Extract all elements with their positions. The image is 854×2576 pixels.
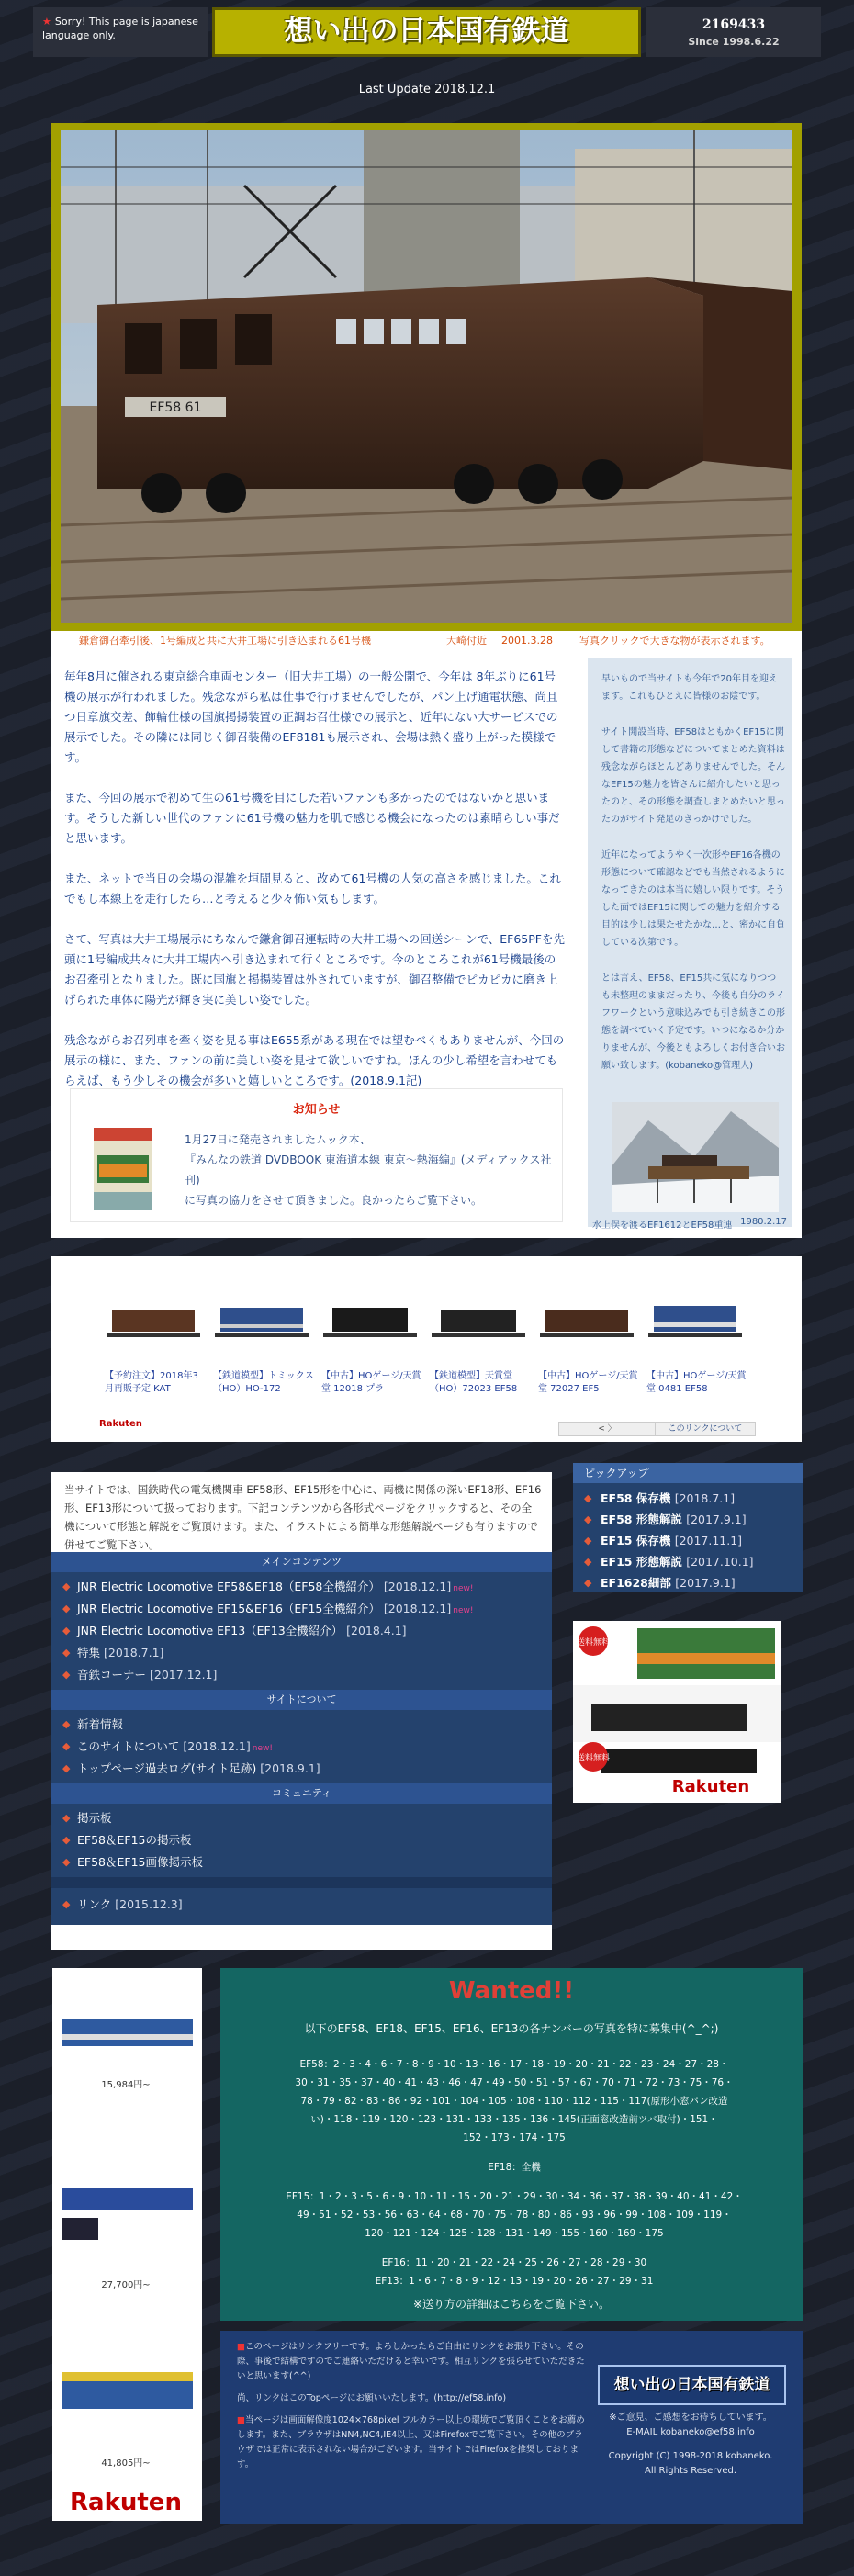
rakuten-logo: Rakuten bbox=[70, 2489, 182, 2516]
diamond-icon: ◆ bbox=[62, 1647, 71, 1659]
article-paragraph: さて、写真は大井工場展示にちなんで鎌倉御召運転時の大井工場への回送シーンで、EF65PFを先頭に1号編成共々に大井工場内へ引き込まれて行くところです。今のところこれが61号機最後のお召牽引となりました。既に国旗と掲揚装置は外されていますが、御召整備でピカピカに磨き上げられた車体に陽光が輝き実に美しい姿でした。 bbox=[64, 932, 565, 1007]
bullet-icon: ■ bbox=[237, 2342, 245, 2352]
diamond-icon: ◆ bbox=[62, 1580, 71, 1592]
menu-section-community: コミュニティ bbox=[51, 1783, 552, 1804]
footer-logo[interactable] bbox=[598, 2365, 786, 2405]
diamond-icon: ◆ bbox=[62, 1625, 71, 1637]
admin-note-paragraph: とは言え、EF58、EF15共に気になりつつも未整理のままだったり、今後も自分のライフワークという意味込みでも引き続きこの形態を調べていく予定です。いつになるか分かりませんが、今後ともよろしくお付き合いお願い致します。(kobaneko@管理人) bbox=[601, 973, 785, 1071]
notice-line: に写真の協力をさせて頂きました。良かったらご覧下さい。 bbox=[185, 1194, 483, 1207]
winter-caption-date: 1980.2.17 bbox=[740, 1217, 787, 1227]
pickup-title: ピックアップ bbox=[573, 1463, 803, 1483]
caption-date: 2001.3.28 bbox=[501, 635, 553, 647]
photo-caption bbox=[51, 631, 802, 651]
menu-item-label[interactable]: リンク bbox=[77, 1897, 112, 1911]
menu-item-archive[interactable] bbox=[51, 1758, 552, 1780]
winter-photo[interactable] bbox=[612, 1102, 779, 1212]
rakuten-ad-left[interactable] bbox=[52, 1968, 202, 2521]
pickup-item-label[interactable]: EF58 保存機 bbox=[601, 1491, 671, 1505]
copyright: Copyright (C) 1998-2018 kobaneko. bbox=[608, 2451, 773, 2461]
product-item[interactable] bbox=[424, 1274, 533, 1394]
menu-section-site: サイトについて bbox=[51, 1690, 552, 1710]
diamond-icon: ◆ bbox=[62, 1856, 71, 1868]
diamond-icon: ◆ bbox=[62, 1898, 71, 1910]
carousel-arrows[interactable]: < 〉 bbox=[558, 1422, 656, 1436]
product-image bbox=[540, 1297, 634, 1344]
hero-photo[interactable] bbox=[61, 130, 792, 623]
ad-image bbox=[52, 1968, 202, 2521]
menu-item-feature[interactable] bbox=[51, 1642, 552, 1664]
ad-image bbox=[573, 1621, 781, 1803]
menu-item-date: [2018.4.1] bbox=[346, 1624, 407, 1637]
rights-reserved: All Rights Reserved. bbox=[644, 2466, 737, 2476]
menu-item-label[interactable]: JNR Electric Locomotive EF15&EF16（EF15全機紹介） bbox=[77, 1602, 380, 1615]
winter-caption-text: 水上俣を渡るEF1612とEF58重連 bbox=[592, 1221, 733, 1231]
menu-item-label[interactable]: EF58＆EF15画像掲示板 bbox=[77, 1855, 203, 1869]
caption-place: 大崎付近 bbox=[446, 635, 487, 647]
wanted-ef15-line: 120・121・124・125・128・131・149・155・160・169・175 bbox=[365, 2228, 664, 2239]
diamond-icon: ◆ bbox=[584, 1556, 592, 1568]
site-menu bbox=[51, 1552, 552, 1925]
wanted-ef15-line: EF15：1・2・3・5・6・9・10・11・15・20・21・29・30・34・36・37・38・39・40・41・42・ bbox=[286, 2191, 743, 2202]
product-item[interactable] bbox=[316, 1274, 424, 1394]
product-item[interactable] bbox=[641, 1274, 749, 1394]
pickup-item[interactable] bbox=[573, 1530, 831, 1551]
admin-note bbox=[601, 670, 785, 1093]
footer-contact bbox=[590, 2411, 792, 2479]
pickup-item[interactable] bbox=[573, 1572, 831, 1593]
menu-item-bbs-ef[interactable] bbox=[51, 1829, 552, 1851]
diamond-icon: ◆ bbox=[584, 1492, 592, 1504]
diamond-icon: ◆ bbox=[62, 1834, 71, 1846]
article-paragraph: 残念ながらお召列車を牽く姿を見る事はE655系がある現在では望むべくもありませんが、今回の展示の様に、また、ファンの前に美しい姿を見せて欲しいですね。ほんの少し希望を言わせてもらえば、もう少しその機会が多いと嬉しいところです。(2018.9.1記) bbox=[64, 1033, 565, 1087]
site-title-banner[interactable] bbox=[212, 7, 641, 57]
menu-item-date: [2018.7.1] bbox=[104, 1646, 164, 1659]
product-label[interactable]: 【鉄道模型】トミックス（HO）HO-172 bbox=[213, 1371, 314, 1394]
dvd-cover[interactable] bbox=[94, 1128, 152, 1210]
about-link-button[interactable]: このリンクについて bbox=[655, 1422, 756, 1436]
wanted-ef58-line: 152・173・174・175 bbox=[463, 2132, 566, 2143]
menu-section-main: メインコンテンツ bbox=[51, 1552, 552, 1572]
menu-item-date: [2015.12.3] bbox=[115, 1897, 183, 1911]
notice-text bbox=[185, 1130, 552, 1210]
site-title[interactable]: 想い出の日本国有鉄道 bbox=[284, 15, 569, 48]
product-item[interactable] bbox=[99, 1274, 208, 1394]
email-link[interactable]: E-MAIL kobaneko@ef58.info bbox=[626, 2427, 755, 2437]
wanted-ef58-line: 78・79・82・83・86・92・101・104・105・108・110・112・115・117(原形小窓パン改造 bbox=[300, 2096, 728, 2107]
product-image bbox=[107, 1297, 200, 1344]
menu-item-label[interactable]: トップページ過去ログ(サイト足跡) bbox=[77, 1761, 257, 1775]
diamond-icon: ◆ bbox=[584, 1513, 592, 1525]
free-shipping-badge: 送料無料 bbox=[576, 1754, 611, 1763]
admin-note-paragraph: サイト開設当時、EF58はともかくEF15に関して書籍の形態などについてまとめた資料は残念ながらほとんどありませんでした。そんなEF15の魅力を皆さんに紹介したいと思ったのと、その形態を調査しまとめたいと思ったのがサイト発足のきっかけでした。 bbox=[601, 727, 785, 825]
pickup-item-label[interactable]: EF1628細部 bbox=[601, 1576, 671, 1590]
wanted-ef58-line: 30・31・35・37・40・41・43・46・47・49・50・51・57・67・70・71・72・73・75・76・ bbox=[295, 2077, 734, 2088]
new-badge: new! bbox=[453, 1584, 474, 1593]
product-item[interactable] bbox=[208, 1274, 316, 1394]
news-article bbox=[64, 667, 565, 1111]
footer-logo-text: 想い出の日本国有鉄道 bbox=[613, 2376, 770, 2394]
price-3: 41,805円~ bbox=[101, 2458, 151, 2469]
notice-title: お知らせ bbox=[292, 1103, 341, 1117]
dvd-cover-image bbox=[94, 1128, 152, 1210]
menu-item-image-bbs[interactable] bbox=[51, 1851, 552, 1873]
pickup-item-date: [2017.9.1] bbox=[675, 1576, 736, 1590]
rakuten-logo[interactable]: Rakuten bbox=[99, 1419, 142, 1429]
caption-main: 鎌倉御召牽引後、1号編成と共に大井工場に引き込まれる61号機 bbox=[79, 635, 371, 647]
menu-item-about[interactable] bbox=[51, 1736, 552, 1758]
footer-note: 当ページは画面解像度1024×768pixel フルカラー以上の環境でご覧頂くことをお薦めします。また、ブラウザはNN4,NC4,IE4以上、又はFirefoxでご覧下さい。その他のブラウザでは正常に表示されない場合がございます。当サイトではFirefoxを推奨しております。 bbox=[237, 2415, 585, 2469]
price-1: 15,984円~ bbox=[101, 2080, 151, 2090]
pickup-item-date: [2017.9.1] bbox=[686, 1513, 747, 1526]
article-paragraph: また、今回の展示で初めて生の61号機を目にした若いファンも多かったのではないかと思います。そうした新しい世代のファンに61号機の魅力を肌で感じる機会になったのは素晴らしい事だと思います。 bbox=[64, 791, 560, 845]
menu-item-sound[interactable] bbox=[51, 1664, 552, 1686]
diamond-icon: ◆ bbox=[62, 1603, 71, 1614]
wanted-ef13-line: EF13：1・6・7・8・9・12・13・19・20・26・27・29・31 bbox=[375, 2276, 654, 2287]
pickup-item[interactable] bbox=[573, 1551, 831, 1572]
wanted-subtitle: 以下のEF58、EF18、EF15、EF16、EF13の各ナンバーの写真を特に募集中(^_^;) bbox=[304, 2022, 719, 2035]
free-shipping-badge: 送料無料 bbox=[576, 1638, 611, 1648]
footer-notes bbox=[237, 2340, 586, 2480]
caption-hint: 写真クリックで大きな物が表示されます。 bbox=[579, 635, 770, 647]
pickup-item-label[interactable]: EF15 形態解説 bbox=[601, 1555, 682, 1569]
product-image bbox=[432, 1297, 525, 1344]
menu-item-label[interactable]: 音鉄コーナー bbox=[77, 1668, 147, 1682]
article-paragraph: 毎年8月に催される東京総合車両センター（旧大井工場）の一般公開で、今年は 8年ぶりに61号機の展示が行われました。残念ながら私は仕事で行けませんでしたが、パン上げ通電状態、尚且つ日章旗交差、飾輪仕様の国旗掲揚装置の正調お召仕様での展示と、近年にない大サービスでの展示でした。その隣には同じく御召装備のEF8181も展示され、会場は熱く盛り上がった模様です。 bbox=[64, 669, 558, 764]
wanted-ef18-line: EF18：全機 bbox=[488, 2162, 541, 2173]
diamond-icon: ◆ bbox=[62, 1762, 71, 1774]
locomotive-photo bbox=[61, 130, 792, 623]
menu-item-bbs[interactable] bbox=[51, 1807, 552, 1829]
diamond-icon: ◆ bbox=[62, 1718, 71, 1730]
footer-note: このページはリンクフリーです。よろしかったらご自由にリンクをお張り下さい。その際、事後で結構ですのでご連絡いただけると幸いです。相互リンクを張らせていただきたいと思います(^^) bbox=[237, 2342, 585, 2381]
wanted-ef15-line: 49・51・52・53・56・63・64・68・70・75・78・80・86・93・96・99・108・109・119・ bbox=[297, 2210, 732, 2221]
since-date: Since 1998.6.22 bbox=[688, 36, 780, 48]
diamond-icon: ◆ bbox=[584, 1577, 592, 1589]
new-badge: new! bbox=[252, 1744, 273, 1753]
pickup-item-date: [2018.7.1] bbox=[674, 1491, 736, 1505]
product-image bbox=[648, 1297, 742, 1344]
menu-item-ef13[interactable] bbox=[51, 1620, 552, 1642]
product-item[interactable] bbox=[533, 1274, 641, 1394]
winter-caption bbox=[592, 1217, 794, 1231]
price-2: 27,700円~ bbox=[101, 2280, 151, 2290]
menu-item-date: [2018.9.1] bbox=[260, 1761, 320, 1775]
pickup-item-label[interactable]: EF58 形態解説 bbox=[601, 1513, 682, 1526]
pickup-item-label[interactable]: EF15 保存機 bbox=[601, 1534, 671, 1547]
site-intro: 当サイトでは、国鉄時代の電気機関車 EF58形、EF15形を中心に、両機に関係の深いEF18形、EF16形、EF13形について扱っております。下記コンテンツから各形式ページをクリックすると、その全機について形態と解説をご覧頂けます。また、イラストによる簡単な形態解説ページも有りますので併せてご覧下さい。 bbox=[64, 1483, 542, 1551]
language-notice-text: Sorry! This page is japanese language only. bbox=[42, 16, 198, 41]
menu-item-label[interactable]: EF58＆EF15の掲示板 bbox=[77, 1833, 192, 1847]
product-label[interactable]: 【中古】HOゲージ/天賞堂 0481 EF58 bbox=[646, 1371, 747, 1394]
wanted-details-link[interactable]: ※送り方の詳細はこちらをご覧下さい。 bbox=[412, 2298, 611, 2311]
language-notice bbox=[33, 7, 208, 57]
wanted-title: Wanted!! bbox=[448, 1977, 575, 2005]
menu-item-date: [2018.12.1] bbox=[383, 1580, 452, 1593]
product-label[interactable]: 【予約注文】2018年3月再販予定 KAT bbox=[105, 1371, 198, 1394]
menu-item-ef15[interactable] bbox=[51, 1598, 552, 1620]
pickup-item-date: [2017.11.1] bbox=[674, 1534, 743, 1547]
menu-item-label[interactable]: 新着情報 bbox=[77, 1717, 124, 1731]
rakuten-logo: Rakuten bbox=[671, 1777, 750, 1796]
last-update: Last Update 2018.12.1 bbox=[358, 83, 496, 96]
article-paragraph: また、ネットで当日の会場の混雑を垣間見ると、改めて61号機の人気の高さを感じました。これでもし本線上を走行したら…と考えると少々怖い気もします。 bbox=[64, 872, 561, 906]
admin-note-paragraph: 早いもので当サイトも今年で20年目を迎えます。これもひとえに皆様のお陰です。 bbox=[601, 674, 779, 702]
star-icon: ★ bbox=[42, 16, 51, 28]
menu-item-date: [2017.12.1] bbox=[150, 1668, 218, 1682]
pickup-item[interactable] bbox=[573, 1509, 831, 1530]
menu-item-label[interactable]: JNR Electric Locomotive EF13（EF13全機紹介） bbox=[77, 1624, 343, 1637]
loco-number-plate: EF58 61 bbox=[149, 400, 202, 415]
product-image bbox=[323, 1297, 417, 1344]
pickup-item-date: [2017.10.1] bbox=[686, 1555, 754, 1569]
footer-note: 尚、リンクはこのTopページにお願いいたします。(http://ef58.info) bbox=[237, 2393, 507, 2403]
wanted-ef58-line: い)・118・119・120・123・131・133・135・136・145(正面窓改造前ツバ取付)・151・ bbox=[310, 2114, 718, 2125]
pickup-item[interactable] bbox=[573, 1488, 831, 1509]
counter-number: 2169433 bbox=[702, 17, 766, 32]
menu-item-date: [2018.12.1] bbox=[383, 1602, 452, 1615]
wanted-ef58-line: EF58：2・3・4・6・7・8・9・10・13・16・17・18・19・20・21・22・23・24・27・28・ bbox=[299, 2059, 729, 2070]
menu-item-ef58[interactable] bbox=[51, 1576, 552, 1598]
wanted-ef16-line: EF16：11・20・21・22・24・25・26・27・28・29・30 bbox=[381, 2257, 647, 2268]
contact-text: ※ご意見、ご感想をお待ちしています。 bbox=[609, 2413, 772, 2423]
notice-line: 『みんなの鉄道 DVDBOOK 東海道本線 東京～熱海編』(メディアックス社刊) bbox=[185, 1153, 552, 1187]
menu-item-label[interactable]: JNR Electric Locomotive EF58&EF18（EF58全機紹介） bbox=[77, 1580, 380, 1593]
bullet-icon: ■ bbox=[237, 2415, 245, 2425]
product-label[interactable]: 【中古】HOゲージ/天賞堂 72027 EF5 bbox=[538, 1371, 638, 1394]
menu-item-label[interactable]: 特集 bbox=[77, 1646, 101, 1659]
product-label[interactable]: 【鉄道模型】天賞堂（HO）72023 EF58 bbox=[430, 1371, 518, 1394]
visitor-counter bbox=[646, 7, 821, 57]
new-badge: new! bbox=[453, 1606, 474, 1615]
menu-item-label[interactable]: このサイトについて bbox=[77, 1739, 180, 1753]
diamond-icon: ◆ bbox=[62, 1740, 71, 1752]
snow-train-image bbox=[612, 1102, 779, 1212]
menu-item-links[interactable] bbox=[51, 1894, 552, 1916]
menu-item-date: [2018.12.1] bbox=[183, 1739, 251, 1753]
rakuten-ad-right[interactable] bbox=[573, 1621, 781, 1803]
diamond-icon: ◆ bbox=[584, 1535, 592, 1547]
diamond-icon: ◆ bbox=[62, 1669, 71, 1681]
menu-item-label[interactable]: 掲示板 bbox=[77, 1811, 112, 1825]
notice-line: 1月27日に発売されましたムック本、 bbox=[185, 1133, 371, 1146]
admin-note-paragraph: 近年になってようやく一次形やEF16各機の形態について確認などでも当然されるようになってきたのは本当に嬉しい限りです。そうした面ではEF15に関しての魅力を紹介する目的は少しは果たせたかな…と、密かに自負している次第です。 bbox=[601, 850, 785, 948]
product-label[interactable]: 【中古】HOゲージ/天賞堂 12018 プラ bbox=[321, 1371, 421, 1394]
diamond-icon: ◆ bbox=[62, 1812, 71, 1824]
menu-item-news[interactable] bbox=[51, 1714, 552, 1736]
product-image bbox=[215, 1297, 309, 1344]
